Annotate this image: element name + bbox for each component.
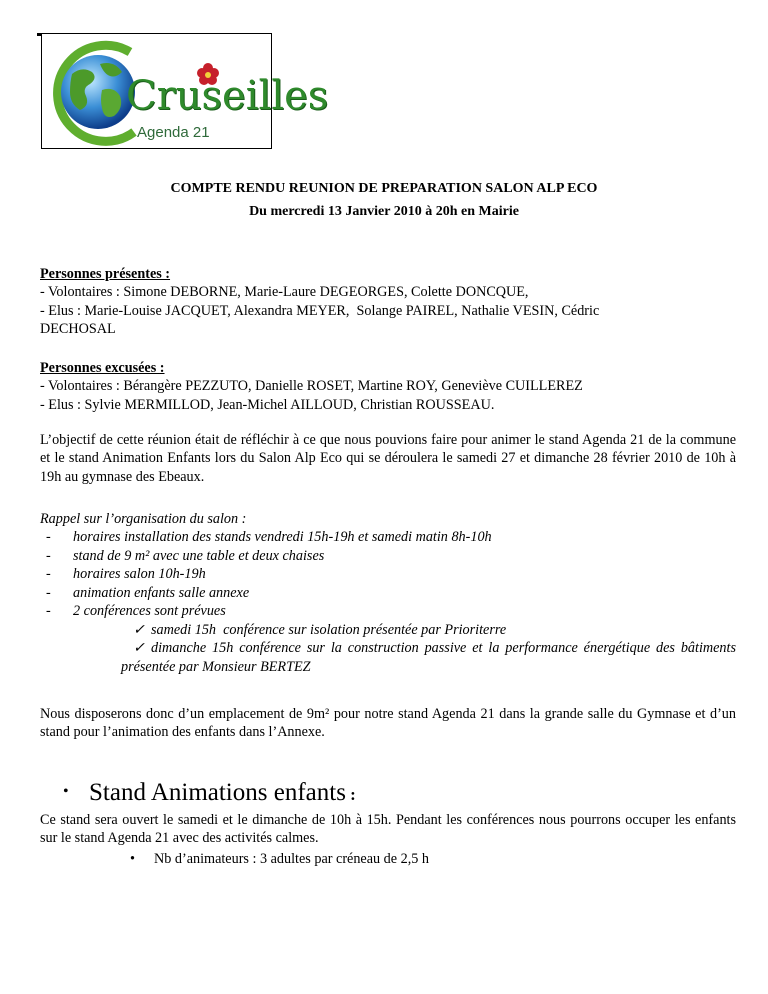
logo-wordmark: Cruseilles [126, 73, 329, 119]
document-title: COMPTE RENDU REUNION DE PREPARATION SALON ALP ECO [170, 181, 598, 196]
excused-volunteers: - Volontaires : Bérangère PEZZUTO, Danielle ROSET, Martine ROY, Geneviève CUILLEREZ [40, 378, 583, 395]
placement-paragraph: Nous disposerons donc d’un emplacement de 9m² pour notre stand Agenda 21 dans la grande salle du Gymnase et d’un stand pour l’animation des enfants dans l’Annexe. [40, 706, 736, 741]
reminder-section [40, 510, 736, 676]
check-icon: ✓ [133, 621, 145, 638]
kids-section-text: Ce stand sera ouvert le samedi et le dimanche de 10h à 15h. Pendant les conférences nous pourrons occuper les enfants sur le stand Agenda 21 avec des activités calmes. [40, 812, 736, 847]
reminder-intro: Rappel sur l’organisation du salon : [40, 511, 247, 527]
list-item: - horaires salon 10h-19h [46, 566, 206, 583]
kids-animators-item: • Nb d’animateurs : 3 adultes par créneau de 2,5 h [130, 851, 429, 867]
objective-paragraph: L’objectif de cette réunion était de réfléchir à ce que nous pouvions faire pour animer le stand Agenda 21 de la commune et le stand Animation Enfants lors du Salon Alp Eco qui se déroulera le samedi 27 et dimanche 28 février 2010 de 10h à 19h au gymnase des Ebeaux. [40, 432, 736, 485]
present-elected-line1: - Elus : Marie-Louise JACQUET, Alexandra MEYER, Solange PAIREL, Nathalie VESIN, Cédric [40, 302, 600, 319]
present-elected-line2: DECHOSAL [40, 321, 116, 338]
list-item: - stand de 9 m² avec une table et deux chaises [46, 547, 325, 564]
excused-section [40, 359, 736, 414]
kids-section-heading: • Stand Animations enfants : [63, 779, 356, 806]
logo-subtitle: Agenda 21 [137, 124, 210, 141]
excused-heading: Personnes excusées : [40, 360, 165, 376]
bullet-icon: • [130, 851, 135, 867]
list-item: - 2 conférences sont prévues [46, 603, 226, 620]
present-heading: Personnes présentes : [40, 266, 171, 282]
check-icon: ✓ [133, 640, 145, 657]
excused-elected: - Elus : Sylvie MERMILLOD, Jean-Michel AILLOUD, Christian ROUSSEAU. [40, 396, 495, 413]
present-volunteers: - Volontaires : Simone DEBORNE, Marie-Laure DEGEORGES, Colette DONCQUE, [40, 284, 529, 301]
document-subtitle: Du mercredi 13 Janvier 2010 à 20h en Mairie [249, 204, 519, 219]
cruseilles-agenda21-logo [41, 33, 329, 149]
conference-item: ✓ samedi 15h conférence sur isolation présentée par Prioriterre [133, 621, 507, 638]
conference-item: ✓ dimanche 15h conférence sur la construction passive et la performance énergétique des bâtiments présentée par Monsieur BERTEZ [121, 640, 736, 675]
list-item: - horaires installation des stands vendredi 15h-19h et samedi matin 8h-10h [46, 529, 492, 546]
present-section [40, 265, 736, 339]
list-item: - animation enfants salle annexe [46, 584, 250, 601]
bullet-icon: • [63, 783, 69, 800]
